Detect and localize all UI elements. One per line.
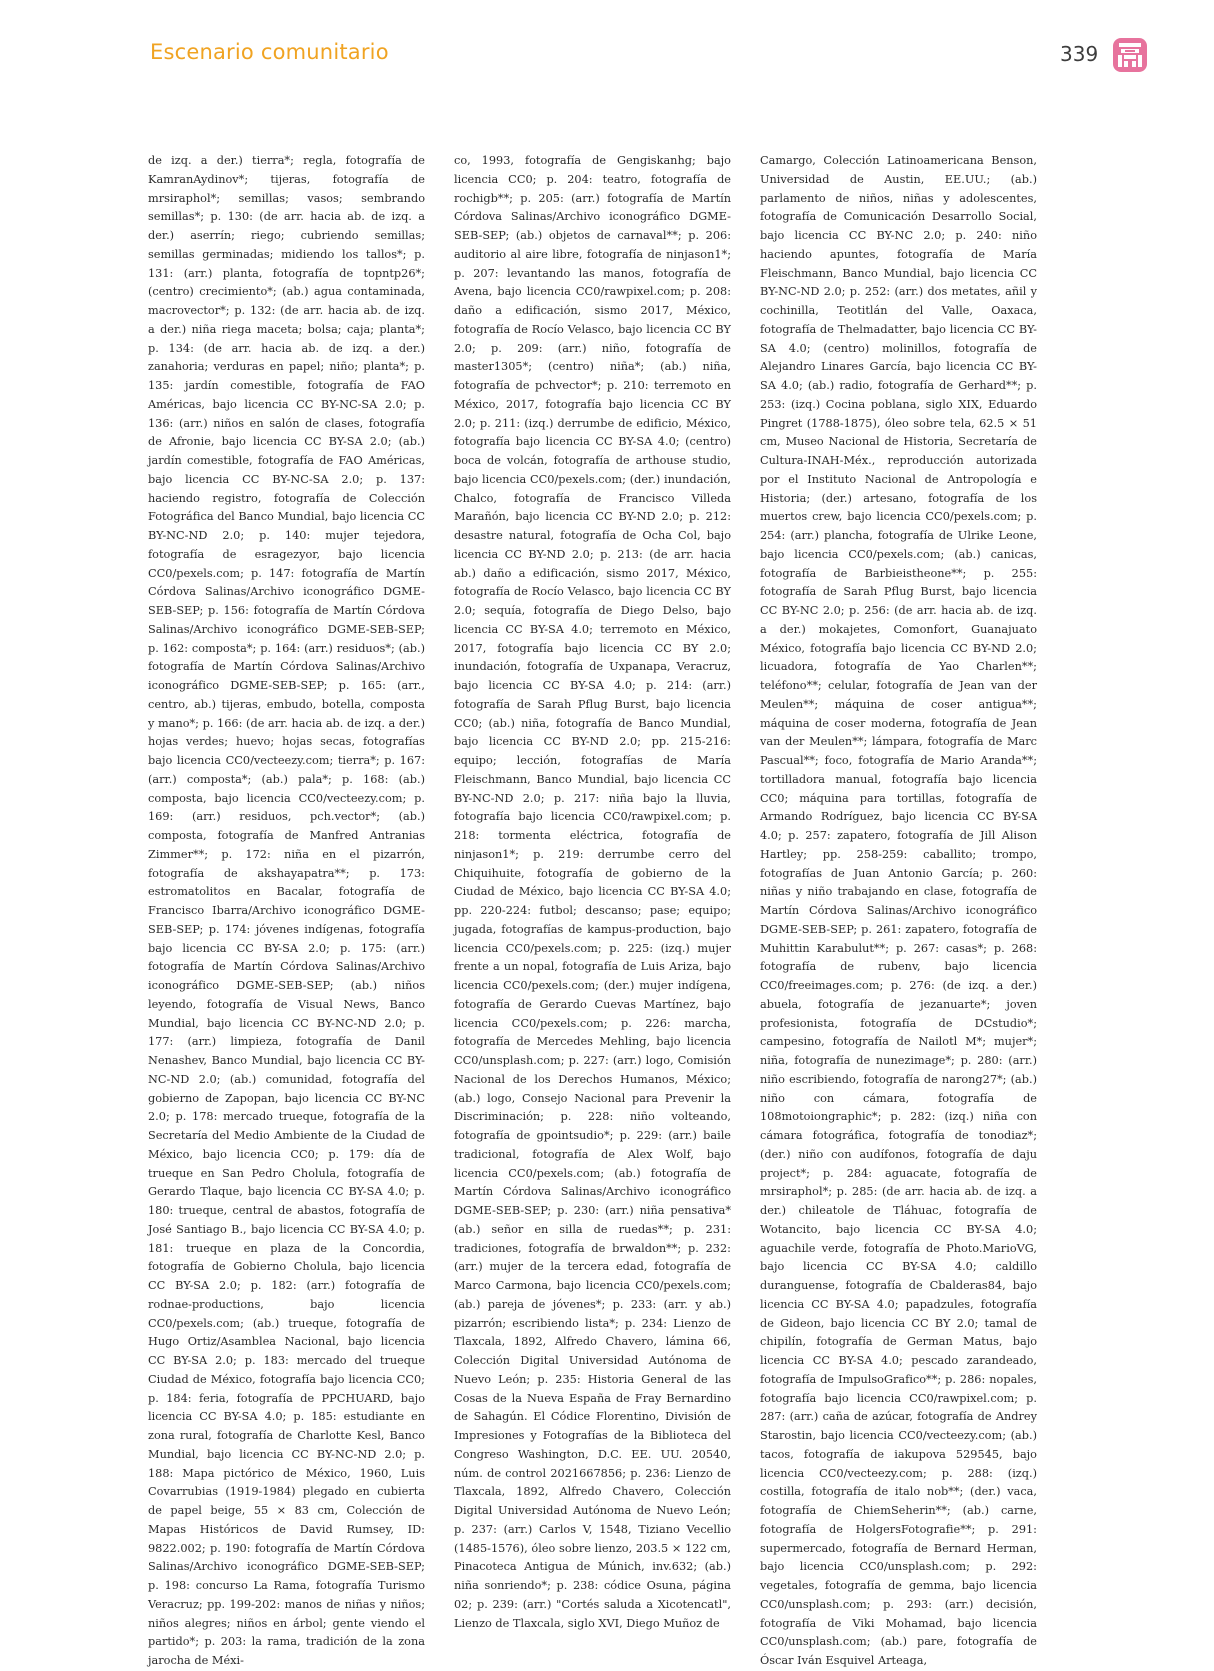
credits-column-1: de izq. a der.) tierra*; regla, fotografía de KamranAydinov*; tijeras, fotografía de mrsiraphol*; semillas; vasos; sembrando semillas*; p. 130: (de arr. hacia ab. de izq. a der.) aserrín; riego; cubriendo semillas; semillas germinadas; midiendo los tallos*; p. 131: (arr.) planta, fotografía de topntp26*; (centro) crecimiento*; (ab.) agua contaminada, macrovector*; p. 132: (de arr. hacia ab. de izq. a der.) niña riega maceta; bolsa; caja; planta*; p. 134: (de arr. hacia ab. de izq. a der.) zanahoria; verduras en papel; niño; planta*; p. 135: jardín comestible, fotografía de FAO Américas, bajo licencia CC BY-NC-SA 2.0; p. 136: (arr.) niños en salón de clases, fotografía de Afronie, bajo licencia CC BY-SA 2.0; (ab.) jardín comestible, fotografía de FAO Américas, bajo licencia CC BY-NC-SA 2.0; p. 137: haciendo registro, fotografía de Colección Fotográfica del Banco Mundial, bajo licencia CC BY-NC-ND 2.0; p. 140: mujer tejedora, fotografía de esragezyor, bajo licencia CC0/pexels.com; p. 147: fotografía de Martín Córdova Salinas/Archivo iconográfico DGME-SEB-SEP; p. 156: fotografía de Martín Córdova Salinas/Archivo iconográfico DGME-SEB-SEP; p. 162: composta*; p. 164: (arr.) residuos*; (ab.) fotografía de Martín Córdova Salinas/Archivo iconográfico DGME-SEB-SEP; p. 165: (arr., centro, ab.) tijeras, embudo, botella, composta y mano*; p. 166: (de arr. hacia ab. de izq. a der.) hojas verdes; huevo; hojas secas, fotografías bajo licencia CC0/vecteezy.com; tierra*; p. 167: (arr.) composta*; (ab.) pala*; p. 168: (ab.) composta, bajo licencia CC0/vecteezy.com; p. 169: (arr.) residuos, pch.vector*; (ab.) composta, fotografía de Manfred Antranias Zimmer**; p. 172: niña en el pizarrón, fotografía de akshayapatra**; p. 173: estromatolitos en Bacalar, fotografía de Francisco Ibarra/Archivo iconográfico DGME-SEB-SEP; p. 174: jóvenes indígenas, fotografía bajo licencia CC BY-SA 2.0; p. 175: (arr.) fotografía de Martín Córdova Salinas/Archivo iconográfico DGME-SEB-SEP; (ab.) niños leyendo, fotografía de Visual News, Banco Mundial, bajo licencia CC BY-NC-ND 2.0; p. 177: (arr.) limpieza, fotografía de Danil Nenashev, Banco Mundial, bajo licencia CC BY-NC-ND 2.0; (ab.) comunidad, fotografía del gobierno de Zapopan, bajo licencia CC BY-NC 2.0; p. 178: mercado trueque, fotografía de la Secretaría del Medio Ambiente de la Ciudad de México, bajo licencia CC0; p. 179: día de trueque en San Pedro Cholula, fotografía de Gerardo Tlaque, bajo licencia CC BY-SA 4.0; p. 180: trueque, central de abastos, fotografía de José Santiago B., bajo licencia CC BY-SA 4.0; p. 181: trueque en plaza de la Concordia, fotografía de Gobierno Cholula, bajo licencia CC BY-SA 2.0; p. 182: (arr.) fotografía de rodnae-productions, bajo licencia CC0/pexels.com; (ab.) trueque, fotografía de Hugo Ortiz/Asamblea Nacional, bajo licencia CC BY-SA 2.0; p. 183: mercado del trueque Ciudad de México, fotografía bajo licencia CC0; p. 184: feria, fotografía de PPCHUARD, bajo licencia CC BY-SA 4.0; p. 185: estudiante en zona rural, fotografía de Charlotte Kesl, Banco Mundial, bajo licencia CC BY-NC-ND 2.0; p. 188: Mapa pictórico de México, 1960, Luis Covarrubias (1919-1984) plegado en cubierta de papel beige, 55 × 83 cm, Colección de Mapas Históricos de David Rumsey, ID: 9822.002; p. 190: fotografía de Martín Córdova Salinas/Archivo iconográfico DGME-SEB-SEP; p. 198: concurso La Rama, fotografía Turismo Veracruz; pp. 199-202: manos de niñas y niños; niños alegres; niños en árbol; gente viendo el partido*; p. 203: la rama, tradición de la zona jarocha de Méxi-: [148, 154, 425, 1667]
page-number: 339: [1060, 42, 1099, 66]
glyph-logo-icon: [1112, 37, 1148, 77]
credits-column-3: Camargo, Colección Latinoamericana Benson, Universidad de Austin, EE.UU.; (ab.) parlamento de niños, niñas y adolescentes, fotografía de Comunicación Desarrollo Social, bajo licencia CC BY-NC 2.0; p. 240: niño haciendo apuntes, fotografía de María Fleischmann, Banco Mundial, bajo licencia CC BY-NC-ND 2.0; p. 252: (arr.) dos metates, añil y cochinilla, Teotitlán del Valle, Oaxaca, fotografía de Thelmadatter, bajo licencia CC BY-SA 4.0; (centro) molinillos, fotografía de Alejandro Linares García, bajo licencia CC BY-SA 4.0; (ab.) radio, fotografía de Gerhard**; p. 253: (izq.) Cocina poblana, siglo XIX, Eduardo Pingret (1788-1875), óleo sobre tela, 62.5 × 51 cm, Museo Nacional de Historia, Secretaría de Cultura-INAH-Méx., reproducción autorizada por el Instituto Nacional de Antropología e Historia; (der.) artesano, fotografía de los muertos crew, bajo licencia CC0/pexels.com; p. 254: (arr.) plancha, fotografía de Ulrike Leone, bajo licencia CC0/pexels.com; (ab.) canicas, fotografía de Barbieistheone**; p. 255: fotografía de Sarah Pflug Burst, bajo licencia CC BY-NC 2.0; p. 256: (de arr. hacia ab. de izq. a der.) mokajetes, Comonfort, Guanajuato México, fotografía bajo licencia CC BY-ND 2.0; licuadora, fotografía de Yao Charlen**; teléfono**; celular, fotografía de Jean van der Meulen**; máquina de coser antigua**; máquina de coser moderna, fotografía de Jean van der Meulen**; lámpara, fotografía de Marc Pascual**; foco, fotografía de Mario Aranda**; tortilladora manual, fotografía bajo licencia CC0; máquina para tortillas, fotografía de Armando Rodríguez, bajo licencia CC BY-SA 4.0; p. 257: zapatero, fotografía de Jill Alison Hartley; pp. 258-259: caballito; trompo, fotografías de Juan Antonio García; p. 260: niñas y niño trabajando en clase, fotografía de Martín Córdova Salinas/Archivo iconográfico DGME-SEB-SEP; p. 261: zapatero, fotografía de Muhittin Karabulut**; p. 267: casas*; p. 268: fotografía de rubenv, bajo licencia CC0/freeimages.com; p. 276: (de izq. a der.) abuela, fotografía de jezanuarte*; joven profesionista, fotografía de DCstudio*; campesino, fotografía de Nailotl M*; mujer*; niña, fotografía de nunezimage*; p. 280: (arr.) niño escribiendo, fotografía de narong27*; (ab.) niño con cámara, fotografía de 108motoiongraphic*; p. 282: (izq.) niña con cámara fotográfica, fotografía de tonodiaz*; (der.) niño con audífonos, fotografía de daju project*; p. 284: aguacate, fotografía de mrsiraphol*; p. 285: (de arr. hacia ab. de izq. a der.) chileatole de Tláhuac, fotografía de Wotancito, bajo licencia CC BY-SA 4.0; aguachile verde, fotografía de Photo.MarioVG, bajo licencia CC BY-SA 4.0; caldillo duranguense, fotografía de Cbalderas84, bajo licencia CC BY-SA 4.0; papadzules, fotografía de Gideon, bajo licencia CC BY 2.0; tamal de chipilín, fotografía de German Matus, bajo licencia CC BY-SA 4.0; pescado zarandeado, fotografía de ImpulsoGrafico**; p. 286: nopales, fotografía bajo licencia CC0/rawpixel.com; p. 287: (arr.) caña de azúcar, fotografía de Andrey Starostin, bajo licencia CC0/vecteezy.com; (ab.) tacos, fotografía de iakupova 529545, bajo licencia CC0/vecteezy.com; p. 288: (izq.) costilla, fotografía de italo nob**; (der.) vaca, fotografía de ChiemSeherin**; (ab.) carne, fotografía de HolgersFotografie**; p. 291: supermercado, fotografía de Bernard Herman, bajo licencia CC0/unsplash.com; p. 292: vegetales, fotografía de gemma, bajo licencia CC0/unsplash.com; p. 293: (arr.) decisión, fotografía de Viki Mohamad, bajo licencia CC0/unsplash.com; (ab.) pare, fotografía de Óscar Iván Esquivel Arteaga,: [760, 154, 1037, 1667]
credits-column-2: co, 1993, fotografía de Gengiskanhg; bajo licencia CC0; p. 204: teatro, fotografía de rochigb**; p. 205: (arr.) fotografía de Martín Córdova Salinas/Archivo iconográfico DGME-SEB-SEP; (ab.) objetos de carnaval**; p. 206: auditorio al aire libre, fotografía de ninjason1*; p. 207: levantando las manos, fotografía de Avena, bajo licencia CC0/rawpixel.com; p. 208: daño a edificación, sismo 2017, México, fotografía de Rocío Velasco, bajo licencia CC BY 2.0; p. 209: (arr.) niño, fotografía de master1305*; (centro) niña*; (ab.) niña, fotografía de pchvector*; p. 210: terremoto en México, 2017, fotografía bajo licencia CC BY 2.0; p. 211: (izq.) derrumbe de edificio, México, fotografía bajo licencia CC BY-SA 4.0; (centro) boca de volcán, fotografía de arthouse studio, bajo licencia CC0/pexels.com; (der.) inundación, Chalco, fotografía de Francisco Villeda Marañón, bajo licencia CC BY-ND 2.0; p. 212: desastre natural, fotografía de Ocha Col, bajo licencia CC BY-ND 2.0; p. 213: (de arr. hacia ab.) daño a edificación, sismo 2017, México, fotografía de Rocío Velasco, bajo licencia CC BY 2.0; sequía, fotografía de Diego Delso, bajo licencia CC BY-SA 4.0; terremoto en México, 2017, fotografía bajo licencia CC BY 2.0; inundación, fotografía de Uxpanapa, Veracruz, bajo licencia CC BY-SA 4.0; p. 214: (arr.) fotografía de Sarah Pflug Burst, bajo licencia CC0; (ab.) niña, fotografía de Banco Mundial, bajo licencia CC BY-ND 2.0; pp. 215-216: equipo; lección, fotografías de María Fleischmann, Banco Mundial, bajo licencia CC BY-NC-ND 2.0; p. 217: niña bajo la lluvia, fotografía bajo licencia CC0/rawpixel.com; p. 218: tormenta eléctrica, fotografía de ninjason1*; p. 219: derrumbe cerro del Chiquihuite, fotografía de gobierno de la Ciudad de México, bajo licencia CC BY-SA 4.0; pp. 220-224: futbol; descanso; pase; equipo; jugada, fotografías de kampus-production, bajo licencia CC0/pexels.com; p. 225: (izq.) mujer frente a un nopal, fotografía de Luis Ariza, bajo licencia CC0/pexels.com; (der.) mujer indígena, fotografía de Gerardo Cuevas Martínez, bajo licencia CC0/pexels.com; p. 226: marcha, fotografía de Mercedes Mehling, bajo licencia CC0/unsplash.com; p. 227: (arr.) logo, Comisión Nacional de los Derechos Humanos, México; (ab.) logo, Consejo Nacional para Prevenir la Discriminación; p. 228: niño volteando, fotografía de gpointsudio*; p. 229: (arr.) baile tradicional, fotografía de Alex Wolf, bajo licencia CC0/pexels.com; (ab.) fotografía de Martín Córdova Salinas/Archivo iconográfico DGME-SEB-SEP; p. 230: (arr.) niña pensativa* (ab.) señor en silla de ruedas**; p. 231: tradiciones, fotografía de brwaldon**; p. 232: (arr.) mujer de la tercera edad, fotografía de Marco Carmona, bajo licencia CC0/pexels.com; (ab.) pareja de jóvenes*; p. 233: (arr. y ab.) pizarrón; escribiendo lista*; p. 234: Lienzo de Tlaxcala, 1892, Alfredo Chavero, lámina 66, Colección Digital Universidad Autónoma de Nuevo León; p. 235: Historia General de las Cosas de la Nueva España de Fray Bernardino de Sahagún. El Códice Florentino, División de Impresiones y Fotografías de la Biblioteca del Congreso Washington, D.C. EE. UU. 20540, núm. de control 2021667856; p. 236: Lienzo de Tlaxcala, 1892, Alfredo Chavero, Colección Digital Universidad Autónoma de Nuevo León; p. 237: (arr.) Carlos V, 1548, Tiziano Vecellio (1485-1576), óleo sobre lienzo, 203.5 × 122 cm, Pinacoteca Antigua de Múnich, inv.632; (ab.) niña sonriendo*; p. 238: códice Osuna, página 02; p. 239: (arr.) "Cortés saluda a Xicotencatl", Lienzo de Tlaxcala, siglo XVI, Diego Muñoz de: [454, 154, 731, 1630]
section-title: Escenario comunitario: [150, 40, 389, 64]
